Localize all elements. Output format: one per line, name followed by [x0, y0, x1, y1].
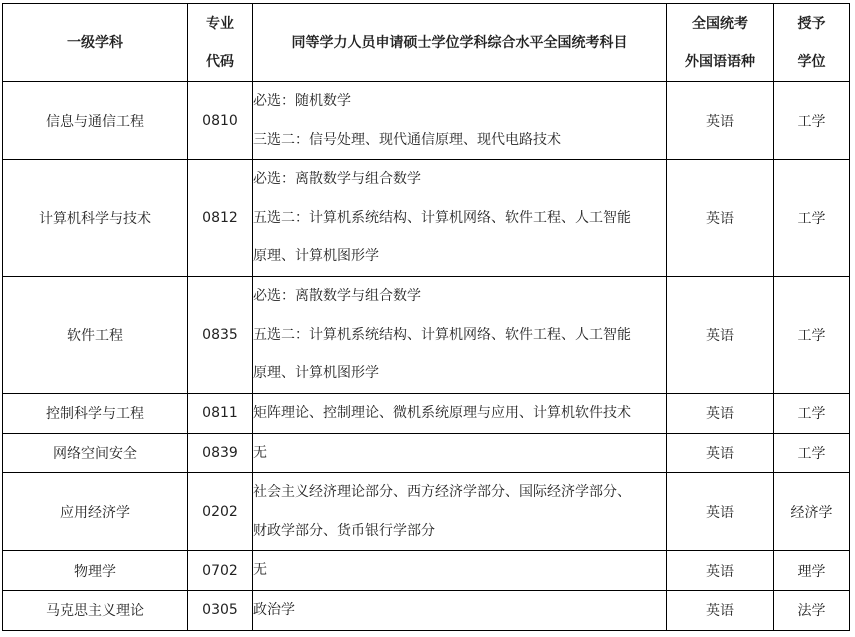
header-code — [188, 4, 253, 82]
header-code-line2: 代码 — [206, 53, 234, 70]
cell-degree: 工学 — [774, 160, 850, 277]
header-language-line2: 外国语语种 — [685, 53, 755, 70]
subject-line: 五选二：计算机系统结构、计算机网络、软件工程、人工智能 — [253, 326, 631, 343]
cell-subjects — [253, 551, 667, 591]
cell-degree: 工学 — [774, 277, 850, 394]
cell-discipline: 马克思主义理论 — [3, 591, 188, 631]
header-degree — [774, 4, 850, 82]
table-row — [3, 394, 850, 434]
table-row — [3, 82, 850, 160]
subject-line: 五选二：计算机系统结构、计算机网络、软件工程、人工智能 — [253, 209, 631, 226]
table-row — [3, 433, 850, 473]
cell-subjects — [253, 160, 667, 277]
cell-code: 0702 — [188, 551, 253, 591]
subject-line: 无 — [253, 444, 267, 461]
cell-code: 0839 — [188, 433, 253, 473]
subject-line: 三选二：信号处理、现代通信原理、现代电路技术 — [253, 131, 561, 148]
header-degree-line2: 学位 — [797, 53, 826, 70]
cell-discipline: 计算机科学与技术 — [3, 160, 188, 277]
cell-code: 0810 — [188, 82, 253, 160]
cell-discipline: 网络空间安全 — [3, 433, 188, 473]
table-row — [3, 160, 850, 277]
header-language — [667, 4, 774, 82]
cell-language: 英语 — [667, 433, 774, 473]
subject-line: 必选：离散数学与组合数学 — [253, 171, 421, 188]
header-discipline: 一级学科 — [3, 4, 188, 82]
subject-line: 必选：随机数学 — [253, 93, 351, 109]
cell-subjects — [253, 277, 667, 394]
cell-discipline: 物理学 — [3, 551, 188, 591]
subject-line: 矩阵理论、控制理论、微机系统原理与应用、计算机软件技术 — [253, 405, 631, 421]
table-row — [3, 473, 850, 551]
cell-code: 0812 — [188, 160, 253, 277]
cell-subjects — [253, 394, 667, 434]
subject-line: 财政学部分、货币银行学部分 — [253, 522, 435, 539]
cell-language: 英语 — [667, 277, 774, 394]
header-subjects: 同等学力人员申请硕士学位学科综合水平全国统考科目 — [253, 4, 667, 82]
cell-degree: 经济学 — [774, 473, 850, 551]
cell-code: 0811 — [188, 394, 253, 434]
table-row — [3, 591, 850, 631]
cell-degree: 工学 — [774, 394, 850, 434]
cell-subjects — [253, 473, 667, 551]
cell-code: 0202 — [188, 473, 253, 551]
subjects-table — [2, 3, 850, 631]
subject-line: 原理、计算机图形学 — [253, 248, 379, 265]
subject-line: 无 — [253, 562, 267, 579]
cell-discipline: 应用经济学 — [3, 473, 188, 551]
cell-subjects — [253, 433, 667, 473]
table-row — [3, 277, 850, 394]
cell-discipline: 信息与通信工程 — [3, 82, 188, 160]
cell-code: 0835 — [188, 277, 253, 394]
cell-discipline: 软件工程 — [3, 277, 188, 394]
subject-line: 原理、计算机图形学 — [253, 365, 379, 382]
subject-line: 社会主义经济理论部分、西方经济学部分、国际经济学部分、 — [253, 484, 631, 500]
cell-language: 英语 — [667, 473, 774, 551]
cell-language: 英语 — [667, 82, 774, 160]
cell-language: 英语 — [667, 591, 774, 631]
subject-line: 政治学 — [253, 602, 295, 618]
header-language-line1: 全国统考 — [692, 15, 748, 32]
subject-line: 必选：离散数学与组合数学 — [253, 288, 421, 305]
table-row — [3, 551, 850, 591]
cell-degree: 工学 — [774, 82, 850, 160]
cell-degree: 工学 — [774, 433, 850, 473]
header-degree-line1: 授予 — [797, 15, 826, 32]
cell-language: 英语 — [667, 394, 774, 434]
cell-discipline: 控制科学与工程 — [3, 394, 188, 434]
cell-language: 英语 — [667, 160, 774, 277]
header-code-line1: 专业 — [206, 15, 234, 32]
cell-subjects — [253, 591, 667, 631]
cell-degree: 理学 — [774, 551, 850, 591]
header-row — [3, 4, 850, 82]
cell-code: 0305 — [188, 591, 253, 631]
cell-language: 英语 — [667, 551, 774, 591]
cell-degree: 法学 — [774, 591, 850, 631]
cell-subjects — [253, 82, 667, 160]
